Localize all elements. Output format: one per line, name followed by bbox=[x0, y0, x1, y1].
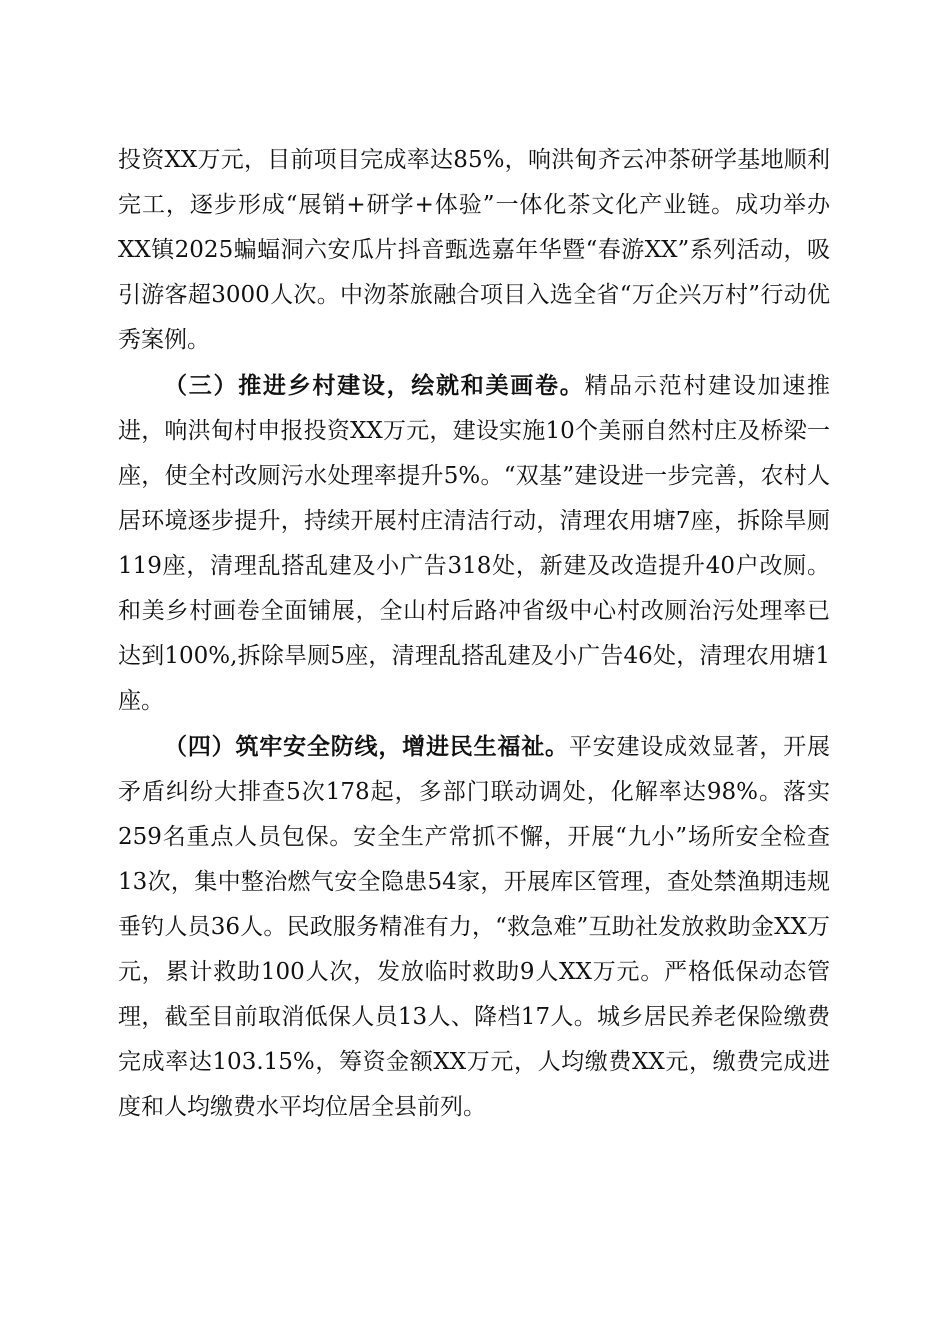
document-body bbox=[118, 138, 830, 1130]
paragraph-rural-construction bbox=[118, 363, 830, 724]
paragraph-text: 投资XX万元，目前项目完成率达85%，响洪甸齐云冲茶研学基地顺利完工，逐步形成“展销+研学+体验”一体化茶文化产业链。成功举办XX镇2025蝙蝠洞六安瓜片抖音甄选嘉年华暨“春游XX”系列活动，吸引游客超3000人次。中沕茶旅融合项目入选全省“万企兴万村”行动优秀案例。 bbox=[118, 147, 830, 353]
paragraph-text: 精品示范村建设加速推进，响洪甸村申报投资XX万元，建设实施10个美丽自然村庄及桥梁一座，使全村改厕污水处理率提升5%。“双基”建设进一步完善，农村人居环境逐步提升，持续开展村庄清洁行动，清理农用塘7座，拆除旱厕119座，清理乱搭乱建及小广告318处，新建及改造提升40户改厕。和美乡村画卷全面铺展，全山村后路冲省级中心村改厕治污处理率已达到100%,拆除旱厕5座，清理乱搭乱建及小广告46处，清理农用塘1座。 bbox=[118, 373, 831, 714]
section-heading-4: （四）筑牢安全防线，增进民生福祉。 bbox=[164, 733, 569, 760]
paragraph-safety-welfare bbox=[118, 724, 830, 1130]
paragraph-continued bbox=[118, 138, 830, 363]
section-heading-3: （三）推进乡村建设，绘就和美画卷。 bbox=[164, 372, 585, 399]
paragraph-text: 平安建设成效显著，开展矛盾纠纷大排查5次178起，多部门联动调处，化解率达98%。落实259名重点人员包保。安全生产常抓不懈，开展“九小”场所安全检查13次，集中整治燃气安全隐患54家，开展库区管理，查处禁渔期违规垂钓人员36人。民政服务精准有力，“救急难”互助社发放救助金XX万元，累计救助100人次，发放临时救助9人XX万元。严格低保动态管理，截至目前取消低保人员13人、降档17人。城乡居民养老保险缴费完成率达103.15%，筹资金额XX万元，人均缴费XX元，缴费完成进度和人均缴费水平均位居全县前列。 bbox=[118, 734, 831, 1120]
